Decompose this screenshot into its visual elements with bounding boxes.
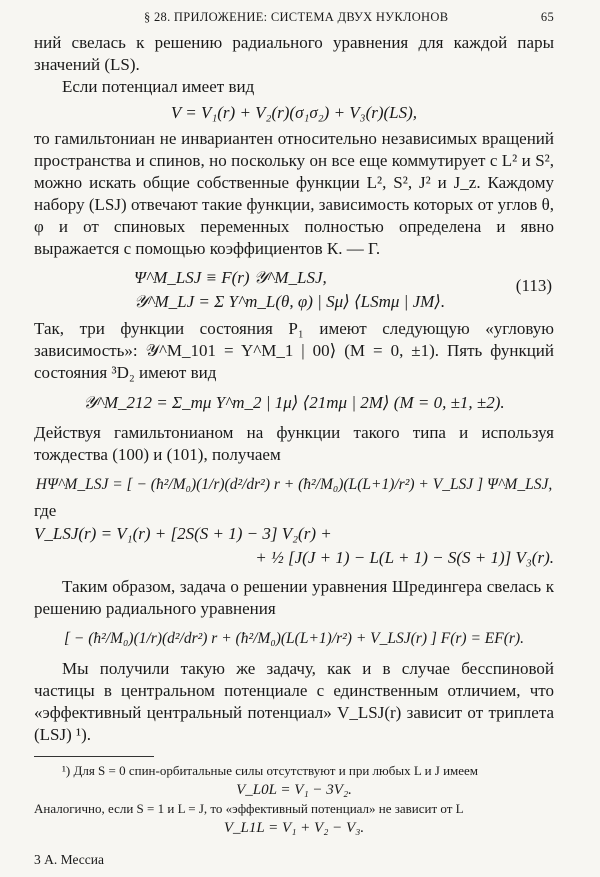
- paragraph-6: Таким образом, задача о решении уравнения Шредингера свелась к решению радиального уравнения: [34, 577, 554, 618]
- equation-113-line-2: 𝒴^M_LJ = Σ Y^m_L(θ, φ) | Sμ⟩ ⟨LSmμ | JM⟩.: [134, 292, 446, 311]
- equation-d2: 𝒴^M_212 = Σ_mμ Y^m_2 | 1μ⟩ ⟨21mμ | 2M⟩ (M = 0, ±1, ±2).: [83, 393, 505, 412]
- equation-113: [34, 266, 554, 314]
- paragraph-2: Если потенциал имеет вид: [62, 77, 255, 96]
- equation-vlsj-line-1: V_LSJ(r) = V₁(r) + [2S(S + 1) − 3] V₂(r) +: [34, 524, 332, 543]
- running-header: [34, 10, 554, 32]
- equation-vlsj-line-2: + ½ [J(J + 1) − L(L + 1) − S(S + 1)] V₃(r).: [255, 548, 554, 567]
- signature-mark: 3 А. Мессиа: [34, 852, 104, 867]
- footnote-text-1: ¹) Для S = 0 спин-орбитальные силы отсутствуют и при любых L и J имеем: [62, 763, 479, 778]
- equation-radial: [ − (ħ²/M₀)(1/r)(d²/dr²) r + (ħ²/M₀)(L(L+1)/r²) + V_LSJ(r) ] F(r) = EF(r).: [64, 630, 524, 647]
- footnote-divider: [34, 756, 154, 757]
- where-label: где: [34, 501, 57, 520]
- paragraph-4: Так, три функции состояния P₁ имеют следующую «угловую зависимость»: 𝒴^M_101 = Y^M_1 | 00⟩ (M = 0, ±1). Пять функций состояния ³D₂ имеют вид: [34, 319, 554, 382]
- paragraph-5: Действуя гамильтонианом на функции такого типа и используя тождества (100) и (101), получаем: [34, 423, 554, 464]
- footnote-text-2: Аналогично, если S = 1 и L = J, то «эффективный потенциал» не зависит от L: [34, 801, 464, 816]
- paragraph-7: Мы получили такую же задачу, как и в случае бесспиновой частицы в центральном потенциале с единственным отличием, что «эффективный центральный потенциал» V_LSJ(r) зависит от триплета (LSJ) ¹).: [34, 659, 554, 744]
- paragraph-3: то гамильтониан не инвариантен относительно независимых вращений пространства и спинов, но поскольку он все еще коммутирует с L² и S², можно искать общие собственные функции L², S², J² и J_z. Каждому набору (LSJ) отвечают такие функции, зависимость которых от углов θ, φ и от спиновых переменных полностью определена и явно выражается с помощью коэффициентов К. — Г.: [34, 129, 554, 258]
- equation-113-line-1: Ψ^M_LSJ ≡ F(r) 𝒴^M_LSJ,: [134, 268, 327, 287]
- section-title: § 28. ПРИЛОЖЕНИЕ: СИСТЕМА ДВУХ НУКЛОНОВ: [144, 10, 449, 24]
- footnote-equation-1: V_L0L = V₁ − 3V₂.: [236, 782, 352, 798]
- footnote: [34, 763, 554, 839]
- footnote-equation-2: V_L1L = V₁ + V₂ − V₃.: [223, 820, 365, 836]
- equation-number: (113): [515, 276, 552, 295]
- paragraph-1: ний свелась к решению радиального уравнения для каждой пары значений (LS).: [34, 33, 554, 74]
- equation-hamiltonian: HΨ^M_LSJ = [ − (ħ²/M₀)(1/r)(d²/dr²) r + (ħ²/M₀)(L(L+1)/r²) + V_LSJ ] Ψ^M_LSJ,: [35, 476, 553, 493]
- equation-potential: V = V₁(r) + V₂(r)(σ₁σ₂) + V₃(r)(LS),: [170, 103, 418, 122]
- page-number: 65: [540, 10, 554, 24]
- page: [34, 10, 554, 839]
